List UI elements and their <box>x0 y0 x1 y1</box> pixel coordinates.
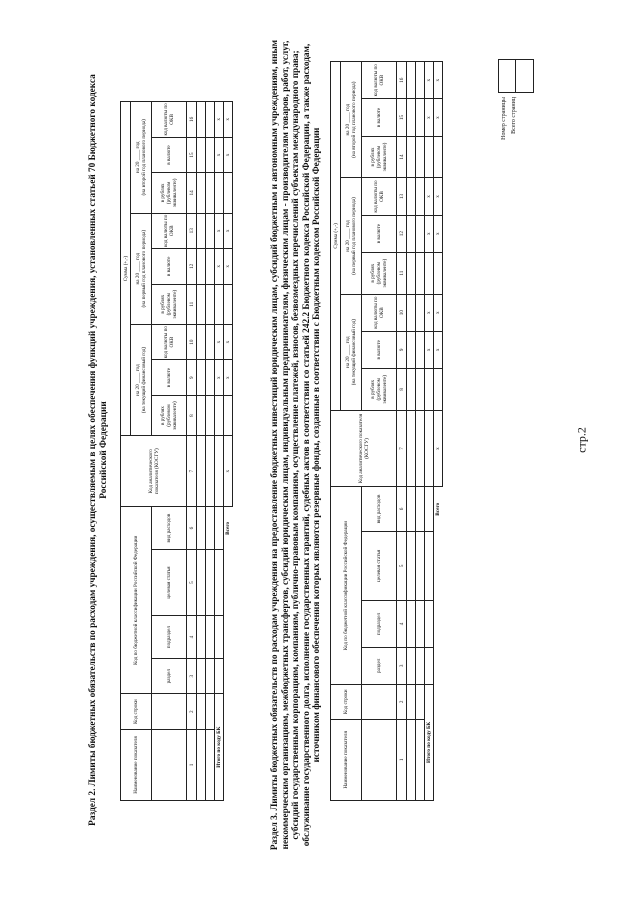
table-cell[interactable] <box>425 252 434 294</box>
col-num: 10 <box>187 324 197 360</box>
x-mark: x <box>425 294 434 331</box>
x-mark: x <box>434 331 443 368</box>
table-cell[interactable] <box>197 658 206 694</box>
table-cell[interactable] <box>197 360 206 396</box>
table-cell[interactable] <box>434 252 443 294</box>
x-mark: x <box>224 324 233 360</box>
table-cell[interactable] <box>215 395 224 435</box>
header-expense-kind: вид расходов <box>362 487 397 531</box>
table-cell[interactable] <box>407 601 416 647</box>
col-num: 15 <box>187 137 197 173</box>
col-num: 7 <box>397 410 407 487</box>
header-razdel: раздел <box>362 647 397 684</box>
col-num: 11 <box>187 284 197 324</box>
table-cell[interactable] <box>425 410 434 487</box>
header-code: Код строки <box>331 684 362 719</box>
col-num: 13 <box>397 178 407 215</box>
table-cell[interactable] <box>197 694 206 730</box>
table-cell[interactable] <box>197 213 206 249</box>
section2-table <box>120 101 233 801</box>
col-num: 5 <box>187 549 197 615</box>
col-num: 5 <box>397 531 407 601</box>
x-mark: x <box>224 137 233 173</box>
table-cell[interactable] <box>425 647 434 684</box>
vsego-row <box>224 102 233 801</box>
table-cell[interactable] <box>416 487 425 531</box>
x-mark: x <box>425 62 434 99</box>
header-okv-1: код валюты по ОКВ <box>152 324 187 360</box>
table-cell[interactable] <box>197 173 206 213</box>
col-num: 1 <box>187 729 197 800</box>
table-cell[interactable] <box>416 647 425 684</box>
y3-label: (на второй год планового периода) <box>141 119 147 196</box>
table-cell[interactable] <box>197 102 206 138</box>
header-cur-2: в валюте <box>152 249 187 285</box>
y2-label: (на первый год планового периода) <box>351 197 357 275</box>
pages-total-caption: Всего страниц <box>511 97 517 134</box>
x-mark: x <box>425 331 434 368</box>
col-num: 8 <box>397 368 407 410</box>
x-mark: x <box>425 215 434 252</box>
col-num: 9 <box>397 331 407 368</box>
x-mark: x <box>224 360 233 396</box>
x-mark: x <box>224 213 233 249</box>
table-cell[interactable] <box>416 410 425 487</box>
header-cur-3: в валюте <box>362 99 397 136</box>
table-cell[interactable] <box>416 215 425 252</box>
header-cur-3: в валюте <box>152 137 187 173</box>
table-cell[interactable] <box>407 331 416 368</box>
header-sum: Сумма (+,-) <box>121 102 131 436</box>
x-mark: x <box>425 178 434 215</box>
table-cell[interactable] <box>425 531 434 601</box>
x-mark: x <box>215 137 224 173</box>
table-row <box>197 102 206 801</box>
col-num: 13 <box>187 213 197 249</box>
table-cell[interactable] <box>206 549 215 615</box>
table-cell[interactable] <box>407 252 416 294</box>
table-cell[interactable] <box>206 694 215 730</box>
table-cell[interactable] <box>425 136 434 178</box>
table-cell[interactable] <box>206 173 215 213</box>
itogo-row <box>215 102 224 801</box>
table-cell[interactable] <box>215 436 224 507</box>
x-mark: x <box>215 360 224 396</box>
table-cell[interactable] <box>407 62 416 99</box>
header-name: Наименование показателя <box>331 719 362 800</box>
table-cell[interactable] <box>206 284 215 324</box>
table-cell[interactable] <box>197 616 206 659</box>
page-number-caption: Номер страницы <box>501 97 507 140</box>
table-cell[interactable] <box>197 436 206 507</box>
table-cell[interactable] <box>425 487 434 531</box>
x-mark: x <box>425 99 434 136</box>
vsego-row <box>434 62 443 801</box>
table-cell[interactable] <box>434 368 443 410</box>
section2-title: Раздел 2. Лимиты бюджетных обязательств по расходам учреждения, осуществляемым в целях обеспечения функций учреждения, установленных статьей 70 Бюджетного кодекса Российской Федерации <box>88 74 109 826</box>
table-cell[interactable] <box>416 684 425 719</box>
col-num: 14 <box>187 173 197 213</box>
col-num: 6 <box>397 487 407 531</box>
header-cur-1: в валюте <box>152 360 187 396</box>
y3-top: на 20 ____ год <box>345 103 351 136</box>
header-okv-2: код валюты по ОКВ <box>362 178 397 215</box>
table-cell[interactable] <box>206 137 215 173</box>
col-num: 14 <box>397 136 407 178</box>
table-cell[interactable] <box>425 368 434 410</box>
table-cell[interactable] <box>434 136 443 178</box>
table-cell[interactable] <box>407 136 416 178</box>
y2-label: (на первый год планового периода) <box>141 229 147 308</box>
table-row <box>407 62 416 801</box>
header-expense-kind: вид расходов <box>152 507 187 550</box>
table-cell[interactable] <box>215 173 224 213</box>
table-cell[interactable] <box>416 252 425 294</box>
table-cell[interactable] <box>206 395 215 435</box>
table-cell[interactable] <box>407 487 416 531</box>
table-cell[interactable] <box>197 549 206 615</box>
y2-top: на 20 ____ год <box>345 220 351 252</box>
table-cell[interactable] <box>416 331 425 368</box>
header-rub-1: в рублях (рублевом эквиваленте) <box>152 395 187 435</box>
x-mark: x <box>224 102 233 138</box>
table-cell[interactable] <box>197 324 206 360</box>
col-num: 12 <box>187 249 197 285</box>
col-num: 15 <box>397 99 407 136</box>
col-num: 4 <box>187 616 197 659</box>
table-cell[interactable] <box>407 178 416 215</box>
header-rub-1: в рублях (рублевом эквиваленте) <box>362 368 397 410</box>
table-cell[interactable] <box>215 658 224 694</box>
col-num: 7 <box>187 436 197 507</box>
table-cell[interactable] <box>407 684 416 719</box>
col-num: 16 <box>187 102 197 138</box>
table-cell[interactable] <box>224 173 233 213</box>
itogo-row <box>425 62 434 801</box>
table-cell[interactable] <box>416 601 425 647</box>
x-mark: x <box>434 294 443 331</box>
table-cell[interactable] <box>206 360 215 396</box>
table-cell[interactable] <box>206 658 215 694</box>
table-cell[interactable] <box>416 531 425 601</box>
header-name: Наименование показателя <box>121 729 152 800</box>
x-mark: x <box>434 410 443 487</box>
table-cell[interactable] <box>215 507 224 550</box>
table-cell[interactable] <box>416 62 425 99</box>
x-mark: x <box>215 324 224 360</box>
table-cell[interactable] <box>206 102 215 138</box>
table-cell[interactable] <box>197 249 206 285</box>
table-cell[interactable] <box>416 294 425 331</box>
table-cell[interactable] <box>407 368 416 410</box>
y3-top: на 20 ____ год <box>135 141 141 174</box>
x-mark: x <box>215 249 224 285</box>
table-cell[interactable] <box>407 410 416 487</box>
y1-top: на 20 ____ год <box>135 364 141 396</box>
table-cell[interactable] <box>224 284 233 324</box>
header-rub-3: в рублях (рублевом эквиваленте) <box>362 136 397 178</box>
x-mark: x <box>224 249 233 285</box>
header-podrazdel: подраздел <box>362 601 397 647</box>
table-cell[interactable] <box>416 178 425 215</box>
header-okv-1: код валюты по ОКВ <box>362 294 397 331</box>
x-mark: x <box>434 215 443 252</box>
x-mark: x <box>215 102 224 138</box>
table-cell[interactable] <box>206 507 215 550</box>
col-num: 3 <box>187 658 197 694</box>
header-analytic: Код аналитического показателя (КОСГУ) <box>331 410 397 487</box>
table-cell[interactable] <box>416 99 425 136</box>
table-cell[interactable] <box>416 368 425 410</box>
table-cell[interactable] <box>425 601 434 647</box>
table-cell[interactable] <box>407 99 416 136</box>
table-cell[interactable] <box>206 249 215 285</box>
header-rub-2: в рублях (рублевом эквиваленте) <box>152 284 187 324</box>
table-cell[interactable] <box>206 324 215 360</box>
table-cell[interactable] <box>197 137 206 173</box>
table-cell[interactable] <box>407 294 416 331</box>
table-cell[interactable] <box>215 549 224 615</box>
vsego-label: Всего <box>225 521 232 535</box>
table-cell[interactable] <box>206 436 215 507</box>
table-cell[interactable] <box>197 284 206 324</box>
col-num: 3 <box>397 647 407 684</box>
table-row <box>206 102 215 801</box>
col-num: 2 <box>397 684 407 719</box>
x-mark: x <box>434 178 443 215</box>
header-sum: Сумма (+,-) <box>331 62 341 411</box>
itogo-label: Итого по коду БК <box>215 694 224 801</box>
page-number-box <box>498 59 534 93</box>
header-rub-2: в рублях (рублевом эквиваленте) <box>362 252 397 294</box>
x-mark: x <box>434 62 443 99</box>
y1-label: (на текущий финансовый год) <box>351 319 357 386</box>
table-cell[interactable] <box>416 719 425 800</box>
header-rub-3: в рублях (рублевом эквиваленте) <box>152 173 187 213</box>
vsego-label: Всего <box>435 502 442 516</box>
header-code: Код строки <box>121 694 152 730</box>
header-bk: Код по бюджетной классификации Российской Федерации <box>331 487 362 684</box>
table-cell[interactable] <box>224 395 233 435</box>
table-cell[interactable] <box>206 616 215 659</box>
table-cell[interactable] <box>407 647 416 684</box>
table-cell[interactable] <box>197 729 206 800</box>
header-okv-3: код валюты по ОКВ <box>362 62 397 99</box>
col-num: 4 <box>397 601 407 647</box>
page-number-cell[interactable] <box>499 60 515 92</box>
header-cur-2: в валюте <box>362 215 397 252</box>
col-num: 8 <box>187 395 197 435</box>
col-num: 16 <box>397 62 407 99</box>
table-cell[interactable] <box>407 215 416 252</box>
col-num: 6 <box>187 507 197 550</box>
table-cell[interactable] <box>407 719 416 800</box>
table-cell[interactable] <box>206 729 215 800</box>
table-cell[interactable] <box>215 616 224 659</box>
col-num: 9 <box>187 360 197 396</box>
header-okv-3: код валюты по ОКВ <box>152 102 187 138</box>
table-cell[interactable] <box>215 284 224 324</box>
col-num: 1 <box>397 719 407 800</box>
header-podrazdel: подраздел <box>152 616 187 659</box>
table-cell[interactable] <box>197 507 206 550</box>
col-num: 11 <box>397 252 407 294</box>
header-analytic: Код аналитического показателя (КОСГУ) <box>121 436 187 507</box>
table-row <box>416 62 425 801</box>
itogo-label: Итого по коду БК <box>425 684 434 800</box>
x-mark: x <box>224 436 233 507</box>
header-razdel: раздел <box>152 658 187 694</box>
y2-top: на 20 ____ год <box>135 252 141 285</box>
table-cell[interactable] <box>206 213 215 249</box>
section3-table <box>330 61 443 801</box>
pages-total-cell[interactable] <box>515 60 532 92</box>
y3-label: (на второй год планового периода) <box>351 81 357 158</box>
section3-title: Раздел 3. Лимиты бюджетных обязательств по расходам учреждения на предоставление бюджетных инвестиций юридическим лицам, субсидий бюджетным и автономным учреждениям, иным некоммерческим организациям, межбюджетных трансфертов, субсидий юридическим лицам, индивидуальным предпринимателям, физическим лицам - производителям товаров, работ, услуг, субсидий государственным корпорациям, компаниям, публично-правовым компаниям, осуществление платежей, взносов, безвозмездных перечислений субъектам международного права; обслуживание государственного долга, исполнение государственных гарантий, судебных актов в соответствии со статьей 242.2 Бюджетного кодекса Российской Федерации, а также расходам, источником финансового обеспечения которых являются резервные фонды, созданные в соответствии с Бюджетным кодексом Российской Федерации <box>270 39 322 851</box>
table-cell[interactable] <box>416 136 425 178</box>
header-cur-1: в валюте <box>362 331 397 368</box>
header-bk: Код по бюджетной классификации Российской Федерации <box>121 507 152 694</box>
x-mark: x <box>434 99 443 136</box>
header-target: целевая статья <box>152 549 187 615</box>
col-num: 10 <box>397 294 407 331</box>
y1-top: на 20 ____ год <box>345 336 351 368</box>
table-cell[interactable] <box>197 395 206 435</box>
x-mark: x <box>215 213 224 249</box>
header-target: целевая статья <box>362 531 397 601</box>
col-num: 12 <box>397 215 407 252</box>
header-okv-2: код валюты по ОКВ <box>152 213 187 249</box>
col-num: 2 <box>187 694 197 730</box>
table-cell[interactable] <box>407 531 416 601</box>
page-number-label: стр.2 <box>574 427 589 453</box>
y1-label: (на текущий финансовый год) <box>141 346 147 414</box>
